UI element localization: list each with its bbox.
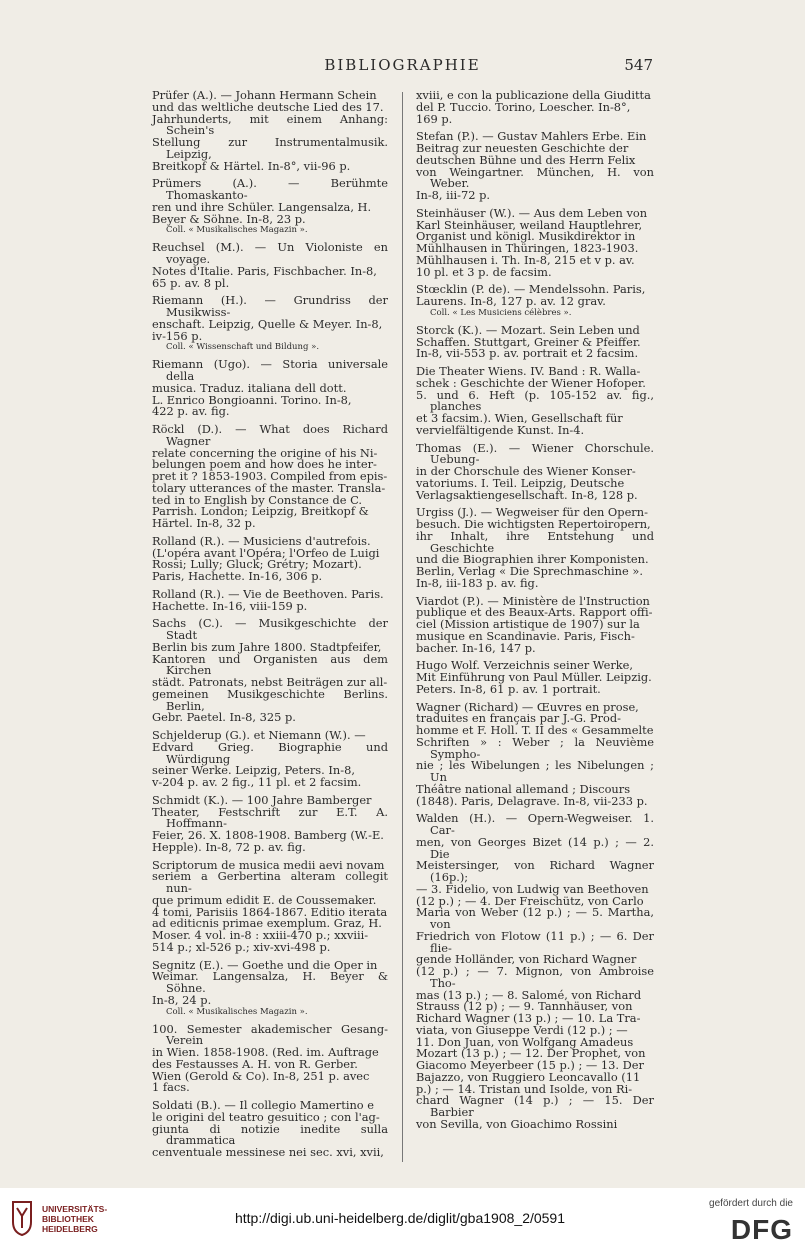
entry-line: publique et des Beaux-Arts. Rapport offi- — [416, 605, 653, 620]
entry-line: et 3 facsim.). Wien, Gesellschaft für — [416, 411, 623, 425]
entry-line: Friedrich von Flotow (11 p.) ; — 6. Der flie- — [416, 928, 654, 955]
entry-line: chard Wagner (14 p.) ; — 15. Der Barbier — [416, 1093, 654, 1119]
entry-line: viata, von Giuseppe Verdi (12 p.) ; — — [416, 1022, 628, 1037]
bibliography-entry — [416, 699, 654, 808]
bibliography-entry — [152, 586, 388, 613]
entry-line: Segnitz (E.). — Goethe und die Oper in — [152, 957, 378, 972]
entry-line: (12 p.) ; — 4. Der Freischütz, von Carlo — [416, 893, 644, 908]
entry-line: Mozart (13 p.) ; — 12. Der Prophet, von — [416, 1046, 646, 1061]
collection-note: Coll. « Wissenschaft und Bildung ». — [166, 342, 320, 353]
entry-line: del P. Tuccio. Torino, Loescher. In-8°, — [416, 99, 631, 114]
entry-line: Breitkopf & Härtel. In-8°, vii-96 p. — [152, 158, 351, 173]
column-divider — [402, 92, 403, 1162]
entry-line: Meistersinger, von Richard Wagner (16p.); — [416, 858, 654, 884]
entry-line: Beitrag zur neuesten Geschichte der — [416, 141, 629, 155]
entry-line: In-8, iii-183 p. av. fig. — [416, 575, 539, 590]
entry-line: relate concerning the origine of his Ni- — [152, 445, 378, 460]
entry-line: Maria von Weber (12 p.) ; — 5. Martha, von — [416, 905, 654, 931]
bibliography-entry — [152, 533, 388, 583]
entry-line: Stœcklin (P. de). — Mendelssohn. Paris, — [416, 282, 646, 297]
entry-line: 422 p. av. fig. — [152, 404, 230, 419]
entry-line: Riemann (H.). — Grundriss der Musikwiss- — [152, 293, 388, 319]
bibliography-entry — [416, 90, 654, 125]
entry-line: Verlagsaktiengesellschaft. In-8, 128 p. — [416, 487, 638, 502]
entry-line: Gebr. Paetel. In-8, 325 p. — [152, 710, 296, 725]
entry-line: Berlin bis zum Jahre 1800. Stadtpfeifer, — [152, 639, 382, 654]
entry-line: p.) ; — 14. Tristan und Isolde, von Ri- — [416, 1081, 633, 1096]
bibliography-entry — [416, 593, 654, 655]
entry-line: Soldati (B.). — Il collegio Mamertino e — [152, 1098, 375, 1112]
entry-line: Mit Einführung von Paul Müller. Leipzig. — [416, 670, 652, 684]
entry-line: vatoriums. I. Teil. Leipzig, Deutsche — [416, 475, 625, 490]
entry-line: belungen poem and how does he inter- — [152, 457, 377, 472]
entry-line: men, von Georges Bizet (14 p.) ; — 2. Die — [416, 834, 654, 861]
entry-line: 10 pl. et 3 p. de facsim. — [416, 264, 552, 279]
entry-line: 5. und 6. Heft (p. 105-152 av. fig., planches — [416, 387, 654, 414]
entry-line: Feier, 26. X. 1808-1908. Bamberg (W.-E. — [152, 828, 384, 842]
entry-line: pret it ? 1853-1903. Compiled from epis- — [152, 469, 388, 483]
entry-line: In-8, iii-72 p. — [416, 188, 490, 202]
entry-line: Reuchsel (M.). — Un Violoniste en voyage. — [152, 240, 388, 266]
entry-line: ted in to English by Constance de C. — [152, 492, 363, 507]
institution-name — [42, 1204, 107, 1234]
entry-line: ad editicnis primae exemplum. Graz, H. — [152, 916, 382, 931]
entry-line: gende Holländer, von Richard Wagner — [416, 952, 637, 967]
entry-line: Edvard Grieg. Biographie und Würdigung — [152, 739, 388, 766]
entry-line: enschaft. Leipzig, Quelle & Meyer. In-8, — [152, 316, 383, 331]
entry-line: traduites en français par J.-G. Prod- — [416, 711, 621, 726]
entry-line: iv-156 p. — [152, 328, 203, 343]
entry-line: Richard Wagner (13 p.) ; — 10. La Tra- — [416, 1011, 641, 1025]
entry-line: Storck (K.). — Mozart. Sein Leben und — [416, 322, 640, 337]
entry-line: Riemann (Ugo). — Storia universale della — [152, 357, 388, 383]
bibliography-entry — [152, 618, 388, 724]
entry-line: Theater, Festschrift zur E.T. A. Hoffmann- — [152, 804, 388, 831]
bibliography-entry — [416, 660, 654, 695]
entry-line: — 3. Fidelio, von Ludwig van Beethoven — [416, 881, 649, 896]
entry-line: que primum edidit E. de Coussemaker. — [152, 892, 377, 907]
bibliography-entry — [416, 507, 654, 589]
bibliography-entry — [152, 1100, 388, 1159]
bibliography-entry — [152, 792, 388, 854]
entry-line: Hugo Wolf. Verzeichnis seiner Werke, — [416, 658, 634, 673]
entry-line: le origini del teatro gesuitico ; con l'ag- — [152, 1109, 380, 1124]
bibliography-entry — [152, 90, 388, 172]
entry-line: ren und ihre Schüler. Langensalza, H. — [152, 199, 372, 214]
bibliography-entry — [152, 1021, 388, 1095]
bibliography-entry — [152, 957, 388, 1018]
entry-line: Stefan (P.). — Gustav Mahlers Erbe. Ein — [416, 129, 647, 144]
institution-line: HEIDELBERG — [42, 1224, 98, 1234]
entry-line: Scriptorum de musica medii aevi novam — [152, 857, 385, 872]
institution-line: BIBLIOTHEK — [42, 1214, 94, 1224]
entry-line: Stellung zur Instrumentalmusik. Leipzig, — [152, 135, 388, 161]
entry-line: schek : Geschichte der Wiener Hofoper. — [416, 375, 646, 390]
bibliography-entry — [416, 131, 654, 202]
bibliography-entry — [152, 242, 388, 289]
entry-line: Wagner (Richard) — Œuvres en prose, — [416, 699, 639, 714]
entry-line: Schaffen. Stuttgart, Greiner & Pfeiffer. — [416, 334, 641, 349]
entry-line: Organist und königl. Musikdirektor in — [416, 229, 636, 244]
page-header — [0, 56, 805, 78]
entry-line: 1 facs. — [152, 1080, 190, 1095]
entry-line: L. Enrico Bongioanni. Torino. In-8, — [152, 392, 352, 407]
entry-line: Röckl (D.). — What does Richard Wagner — [152, 422, 388, 448]
entry-line: Schriften » : Weber ; la Neuvième Sympho- — [416, 734, 654, 761]
entry-line: Prümers (A.). — Berühmte Thomaskanto- — [152, 176, 388, 202]
entry-line: Berlin, Verlag « Die Sprechmaschine ». — [416, 564, 643, 578]
entry-line: von Sevilla, von Gioachimo Rossini — [416, 1116, 618, 1131]
entry-line: ciel (Mission artistique de 1907) sur la — [416, 617, 640, 631]
entry-line: (12 p.) ; — 7. Mignon, von Ambroise Tho- — [416, 964, 654, 990]
entry-line: Laurens. In-8, 127 p. av. 12 grav. — [416, 294, 606, 308]
entry-line: Paris, Hachette. In-16, 306 p. — [152, 569, 323, 583]
entry-line: seriem a Gerbertina alteram collegit nun- — [152, 869, 388, 895]
funder-caption: gefördert durch die — [709, 1198, 793, 1209]
entry-line: nie ; les Wibelungen ; les Nibelungen ; Un — [416, 758, 654, 784]
entry-line: homme et F. Holl. T. II des « Gesammelte — [416, 723, 654, 737]
entry-line: Schjelderup (G.). et Niemann (W.). — — [152, 728, 366, 742]
entry-line: in Wien. 1858-1908. (Red. im. Auftrage — [152, 1045, 379, 1059]
bibliography-entry — [416, 813, 654, 1130]
entry-line: ihr Inhalt, ihre Entstehung und Geschichte — [416, 528, 654, 555]
entry-line: 4 tomi, Parisiis 1864-1867. Editio iterata — [152, 904, 388, 919]
entry-line: Peters. In-8, 61 p. av. 1 portrait. — [416, 681, 601, 696]
entry-line: Hepple). In-8, 72 p. av. fig. — [152, 839, 306, 854]
entry-line: 65 p. av. 8 pl. — [152, 275, 230, 290]
bibliography-entry — [152, 857, 388, 954]
entry-line: gemeinen Musikgeschichte Berlins. Berlin, — [152, 686, 388, 713]
entry-line: (1848). Paris, Delagrave. In-8, vii-233 p. — [416, 793, 648, 808]
entry-line: 11. Don Juan, von Wolfgang Amadeus — [416, 1034, 634, 1049]
bibliography-entry — [152, 424, 388, 530]
entry-line: 169 p. — [416, 111, 453, 126]
entry-line: In-8, 24 p. — [152, 992, 212, 1007]
running-title: BIBLIOGRAPHIE — [324, 56, 481, 74]
entry-line: (L'opéra avant l'Opéra; l'Orfeo de Luigi — [152, 545, 380, 560]
bibliography-entry — [416, 205, 654, 279]
bibliography-entry — [152, 295, 388, 353]
left-column — [152, 90, 388, 1165]
entry-line: vervielfältigende Kunst. In-4. — [416, 422, 585, 437]
university-seal-icon — [10, 1200, 34, 1236]
entry-line: Die Theater Wiens. IV. Band : R. Walla- — [416, 364, 641, 378]
entry-line: seiner Werke. Leipzig, Peters. In-8, — [152, 763, 355, 778]
entry-line: Théâtre national allemand ; Discours — [416, 781, 631, 796]
bibliography-entry — [416, 366, 654, 437]
entry-line: Urgiss (J.). — Wegweiser für den Opern- — [416, 505, 648, 520]
entry-line: Härtel. In-8, 32 p. — [152, 516, 256, 530]
entry-line: musique en Scandinavie. Paris, Fisch- — [416, 628, 635, 643]
entry-line: v-204 p. av. 2 fig., 11 pl. et 2 facsim. — [152, 775, 362, 789]
collection-note: Coll. « Les Musiciens célèbres ». — [430, 307, 572, 318]
bibliography-entry — [152, 730, 388, 789]
entry-line: von Weingartner. München, H. von Weber. — [416, 164, 654, 191]
bibliography-entry — [416, 284, 654, 319]
bibliography-entry — [416, 322, 654, 361]
entry-line: tolary utterances of the master. Transla- — [152, 480, 386, 495]
entry-line: Mühlhausen in Thüringen, 1823-1903. — [416, 241, 639, 255]
entry-line: 514 p.; xl-526 p.; xiv-xvi-498 p. — [152, 939, 331, 954]
entry-line: in der Chorschule des Wiener Konser- — [416, 464, 636, 478]
entry-line: Bajazzo, von Ruggiero Leoncavallo (11 — [416, 1069, 641, 1084]
dfg-logo: DFG — [730, 1214, 793, 1245]
entry-line: Jahrhunderts, mit einem Anhang: Schein's — [152, 111, 388, 138]
entry-line: In-8, vii-553 p. av. portrait et 2 facsim. — [416, 346, 639, 361]
entry-line: bacher. In-16, 147 p. — [416, 640, 536, 655]
institution-line: UNIVERSITÄTS- — [42, 1204, 108, 1214]
entry-line: Thomas (E.). — Wiener Chorschule. Uebung- — [416, 440, 654, 467]
bibliography-entry — [152, 359, 388, 418]
entry-line: Beyer & Söhne. In-8, 23 p. — [152, 211, 306, 226]
entry-line: Mühlhausen i. Th. In-8, 215 et v p. av. — [416, 252, 635, 267]
entry-line: Steinhäuser (W.). — Aus dem Leben von — [416, 205, 648, 220]
entry-line: Sachs (C.). — Musikgeschichte der Stadt — [152, 616, 388, 642]
entry-line: Kantoren und Organisten aus dem Kirchen — [152, 651, 388, 678]
entry-line: mas (13 p.) ; — 8. Salomé, von Richard — [416, 987, 642, 1002]
entry-line: Prüfer (A.). — Johann Hermann Schein — [152, 88, 377, 102]
entry-line: musica. Traduz. italiana dell dott. — [152, 380, 347, 395]
entry-line: xviii, e con la publicazione della Giuditta — [416, 88, 651, 102]
page-number: 547 — [624, 56, 653, 74]
entry-line: Giacomo Meyerbeer (15 p.) ; — 13. Der — [416, 1058, 644, 1072]
bibliography-entry — [416, 440, 654, 502]
collection-note: Coll. « Musikalisches Magazin ». — [166, 1006, 308, 1017]
entry-line: städt. Patronats, nebst Beiträgen zur all- — [152, 675, 388, 689]
entry-line: 100. Semester akademischer Gesang-Verein — [152, 1021, 388, 1048]
entry-line: Karl Steinhäuser, weiland Hauptlehrer, — [416, 217, 643, 232]
entry-line: Walden (H.). — Opern-Wegweiser. 1. Car- — [416, 811, 654, 837]
entry-line: und das weltliche deutsche Lied des 17. — [152, 99, 384, 114]
entry-line: Rolland (R.). — Vie de Beethoven. Paris. — [152, 586, 384, 601]
entry-line: Notes d'Italie. Paris, Fischbacher. In-8, — [152, 263, 377, 278]
entry-line: deutschen Bühne und des Herrn Felix — [416, 152, 636, 167]
entry-line: cenventuale messinese nei sec. xvi, xvii, — [152, 1145, 384, 1159]
entry-line: besuch. Die wichtigsten Repertoiropern, — [416, 517, 651, 531]
entry-line: des Festausses A. H. von R. Gerber. — [152, 1056, 358, 1071]
entry-line: Viardot (P.). — Ministère de l'Instruction — [416, 593, 650, 608]
entry-line: Schmidt (K.). — 100 Jahre Bamberger — [152, 792, 372, 807]
entry-line: Weimar. Langensalza, H. Beyer & Söhne. — [152, 969, 388, 995]
entry-line: und die Biographien ihrer Komponisten. — [416, 552, 649, 567]
entry-line: giunta di notizie inedite sulla drammatica — [152, 1121, 388, 1148]
entry-line: Strauss (12 p) ; — 9. Tannhäuser, von — [416, 999, 633, 1014]
entry-line: Moser. 4 vol. in-8 : xxiii-470 p.; xxviii- — [152, 928, 369, 942]
entry-line: Hachette. In-16, viii-159 p. — [152, 598, 308, 613]
collection-note: Coll. « Musikalisches Magazin ». — [166, 225, 308, 236]
bibliography-entry — [152, 178, 388, 236]
footer-bar — [0, 1188, 805, 1251]
entry-line: Wien (Gerold & Co). In-8, 251 p. avec — [152, 1068, 370, 1083]
right-column — [416, 90, 654, 1137]
permalink-url[interactable]: http://digi.ub.uni-heidelberg.de/diglit/gba1908_2/0591 — [234, 1210, 566, 1226]
entry-line: Rolland (R.). — Musiciens d'autrefois. — [152, 533, 371, 548]
entry-line: Rossi; Lully; Gluck; Grétry; Mozart). — [152, 557, 362, 572]
entry-line: Parrish. London; Leipzig, Breitkopf & — [152, 504, 369, 519]
